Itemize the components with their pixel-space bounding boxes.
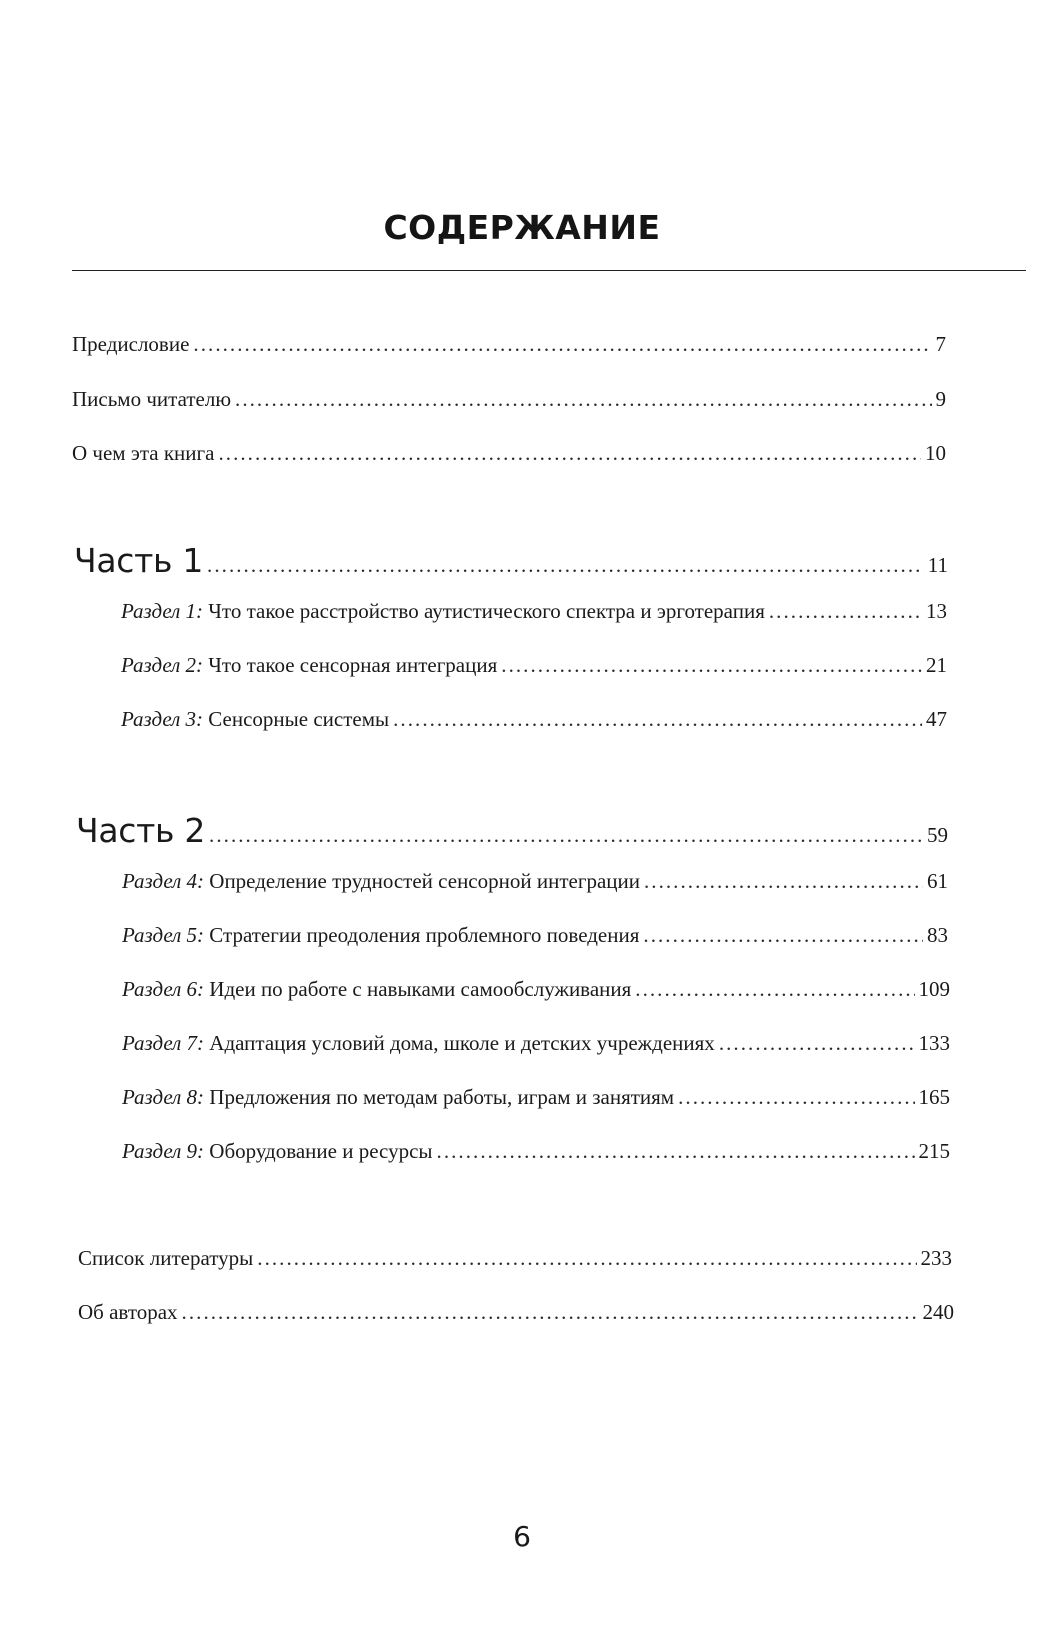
- toc-section-label: [121, 706, 389, 732]
- toc-entry-page: 21: [926, 653, 947, 677]
- toc-section-label: [122, 1084, 674, 1110]
- page-number: 6: [513, 1520, 531, 1553]
- dot-leader: [678, 1084, 914, 1110]
- toc-part-1[interactable]: [74, 542, 948, 584]
- dot-leader: [437, 1138, 915, 1164]
- section-title: Сенсорные системы: [208, 707, 390, 731]
- toc-entry-preface[interactable]: [72, 331, 946, 357]
- section-prefix: Раздел 1:: [121, 599, 204, 623]
- toc-entry-page: 233: [920, 1246, 952, 1270]
- section-prefix: Раздел 2:: [121, 653, 204, 677]
- dot-leader: [643, 922, 923, 948]
- section-prefix: Раздел 8:: [122, 1085, 205, 1109]
- toc-entry-label: Список литературы: [78, 1246, 254, 1270]
- toc-entry-page: 7: [935, 332, 946, 356]
- dot-leader: [501, 652, 922, 678]
- toc-section-5[interactable]: [122, 922, 948, 948]
- section-prefix: Раздел 7:: [122, 1031, 205, 1055]
- toc-entry-bibliography[interactable]: [78, 1245, 952, 1271]
- toc-entry-page: 47: [926, 707, 947, 731]
- toc-part-label: Часть 1: [74, 541, 204, 580]
- section-prefix: Раздел 6:: [122, 977, 205, 1001]
- toc-section-label: [121, 598, 765, 624]
- toc-entry-page: 109: [918, 977, 950, 1001]
- toc-section-label: [122, 868, 640, 894]
- toc-entry-about-authors[interactable]: [78, 1299, 954, 1325]
- toc-section-label: [122, 922, 639, 948]
- dot-leader: [207, 546, 924, 584]
- section-title: Что такое расстройство аутистического спектра и эрготерапия: [208, 599, 765, 623]
- section-title: Адаптация условий дома, школе и детских учреждениях: [209, 1031, 715, 1055]
- section-prefix: Раздел 5:: [122, 923, 205, 947]
- toc-entry-page: 83: [927, 923, 948, 947]
- toc-entry-page: 133: [918, 1031, 950, 1055]
- toc-entry-page: 59: [927, 823, 948, 847]
- toc-section-2[interactable]: [121, 652, 947, 678]
- toc-section-9[interactable]: [122, 1138, 950, 1164]
- toc-entry-page: 13: [926, 599, 947, 623]
- toc-entry-page: 10: [925, 441, 946, 465]
- section-prefix: Раздел 9:: [122, 1139, 205, 1163]
- dot-leader: [393, 706, 922, 732]
- section-title: Предложения по методам работы, играм и занятиям: [209, 1085, 675, 1109]
- title-rule: [72, 270, 1026, 271]
- dot-leader: [719, 1030, 915, 1056]
- toc-section-6[interactable]: [122, 976, 950, 1002]
- toc-entry-letter-to-reader[interactable]: [72, 386, 946, 412]
- dot-leader: [235, 386, 931, 412]
- toc-section-8[interactable]: [122, 1084, 950, 1110]
- toc-entry-label: Об авторах: [78, 1300, 178, 1324]
- toc-part-label: Часть 2: [76, 811, 206, 850]
- section-title: Определение трудностей сенсорной интеграции: [209, 869, 640, 893]
- toc-entry-page: 215: [918, 1139, 950, 1163]
- section-title: Стратегии преодоления проблемного поведения: [209, 923, 640, 947]
- toc-section-4[interactable]: [122, 868, 948, 894]
- section-prefix: Раздел 4:: [122, 869, 205, 893]
- section-title: Оборудование и ресурсы: [209, 1139, 433, 1163]
- section-title: Идеи по работе с навыками самообслуживания: [209, 977, 632, 1001]
- toc-section-label: [122, 1138, 433, 1164]
- toc-entry-page: 9: [935, 387, 946, 411]
- toc-section-3[interactable]: [121, 706, 947, 732]
- dot-leader: [209, 816, 923, 854]
- toc-section-1[interactable]: [121, 598, 947, 624]
- dot-leader: [218, 440, 921, 466]
- toc-entry-about-book[interactable]: [72, 440, 946, 466]
- toc-entry-page: 61: [927, 869, 948, 893]
- toc-section-7[interactable]: [122, 1030, 950, 1056]
- toc-entry-page: 165: [918, 1085, 950, 1109]
- section-title: Что такое сенсорная интеграция: [208, 653, 498, 677]
- toc-entry-page: 240: [922, 1300, 954, 1324]
- dot-leader: [635, 976, 914, 1002]
- dot-leader: [769, 598, 922, 624]
- toc-section-label: [122, 1030, 715, 1056]
- section-prefix: Раздел 3:: [121, 707, 204, 731]
- dot-leader: [193, 331, 931, 357]
- toc-section-label: [121, 652, 497, 678]
- toc-entry-label: Письмо читателю: [72, 387, 232, 411]
- dot-leader: [257, 1245, 916, 1271]
- toc-section-label: [122, 976, 631, 1002]
- toc-entry-label: О чем эта книга: [72, 441, 215, 465]
- dot-leader: [182, 1299, 919, 1325]
- toc-part-2[interactable]: [76, 812, 948, 854]
- dot-leader: [644, 868, 923, 894]
- toc-entry-page: 11: [927, 553, 948, 577]
- toc-entry-label: Предисловие: [72, 332, 190, 356]
- toc-title: СОДЕРЖАНИЕ: [383, 208, 661, 247]
